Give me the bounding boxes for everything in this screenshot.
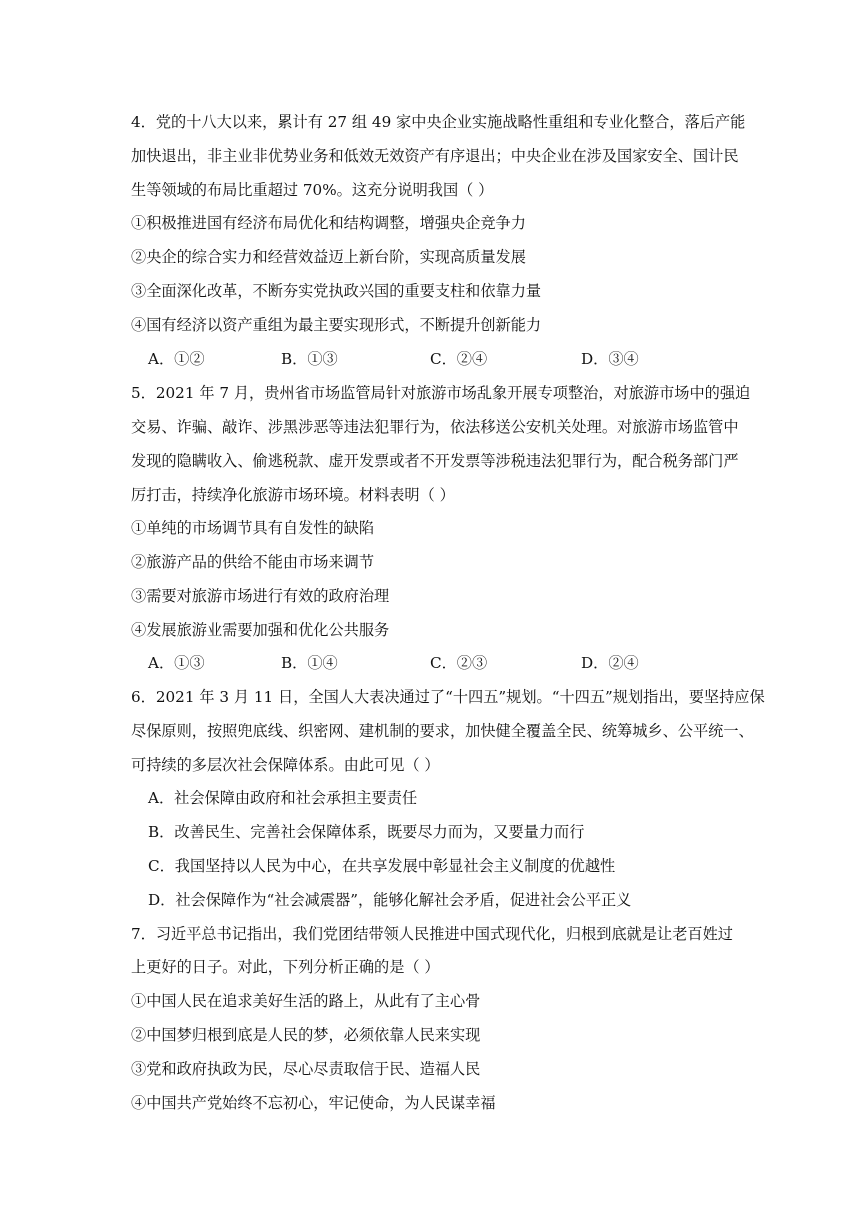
q6-stem-line-3: 可持续的多层次社会保障体系。由此可见（ ） [131,756,440,774]
q7-statement-2: ②中国梦归根到底是人民的梦，必须依靠人民来实现 [131,1026,481,1044]
q4-stem-line-3: 生等领域的布局比重超过 70%。这充分说明我国（ ） [131,181,494,199]
q4-statement-2: ②央企的综合实力和经营效益迈上新台阶，实现高质量发展 [131,248,526,266]
q6-choice-a[interactable]: A．社会保障由政府和社会承担主要责任 [148,789,418,807]
q5-stem-line-2: 交易、诈骗、敲诈、涉黑涉恶等违法犯罪行为，依法移送公安机关处理。对旅游市场监管中 [131,418,739,436]
q5-option-a[interactable]: A．①③ [148,654,205,672]
q4-option-c[interactable]: C．②④ [430,350,488,368]
q6-stem-line-1: 6．2021 年 3 月 11 日，全国人大表决通过了“十四五”规划。“十四五”规划指出，要坚持应保 [131,688,765,706]
q4-stem-line-1: 4．党的十八大以来，累计有 27 组 49 家中央企业实施战略性重组和专业化整合，落后产能 [131,113,746,131]
q5-statement-4: ④发展旅游业需要加强和优化公共服务 [131,621,390,639]
q5-statement-2: ②旅游产品的供给不能由市场来调节 [131,553,374,571]
q5-option-c[interactable]: C．②③ [430,654,488,672]
q5-stem-line-3: 发现的隐瞒收入、偷逃税款、虚开发票或者不开发票等涉税违法犯罪行为，配合税务部门严 [131,452,739,470]
q7-statement-3: ③党和政府执政为民，尽心尽责取信于民、造福人民 [131,1060,481,1078]
q6-stem-line-2: 尽保原则，按照兜底线、织密网、建机制的要求，加快健全覆盖全民、统筹城乡、公平统一、 [131,722,754,740]
q4-option-b[interactable]: B．①③ [281,350,338,368]
q6-choice-c[interactable]: C．我国坚持以人民为中心，在共享发展中彰显社会主义制度的优越性 [148,857,616,875]
q5-option-b[interactable]: B．①④ [281,654,338,672]
q5-stem-line-4: 厉打击，持续净化旅游市场环境。材料表明（ ） [131,486,455,504]
q5-statement-1: ①单纯的市场调节具有自发性的缺陷 [131,519,374,537]
q4-statement-3: ③全面深化改革，不断夯实党执政兴国的重要支柱和依靠力量 [131,282,542,300]
q4-stem-line-2: 加快退出，非主业非优势业务和低效无效资产有序退出；中央企业在涉及国家安全、国计民 [131,147,739,165]
q6-choice-b[interactable]: B．改善民生、完善社会保障体系，既要尽力而为，又要量力而行 [148,823,585,841]
q7-statement-1: ①中国人民在追求美好生活的路上，从此有了主心骨 [131,992,481,1010]
q6-choice-d[interactable]: D．社会保障作为“社会减震器”，能够化解社会矛盾，促进社会公平正义 [148,891,632,909]
q7-statement-4: ④中国共产党始终不忘初心，牢记使命，为人民谋幸福 [131,1094,496,1112]
q7-stem-line-1: 7．习近平总书记指出，我们党团结带领人民推进中国式现代化，归根到底就是让老百姓过 [131,925,733,943]
q5-option-d[interactable]: D．②④ [581,654,639,672]
q4-statement-1: ①积极推进国有经济布局优化和结构调整，增强央企竞争力 [131,214,526,232]
q4-option-a[interactable]: A．①② [148,350,205,368]
q4-statement-4: ④国有经济以资产重组为最主要实现形式，不断提升创新能力 [131,316,542,334]
q5-statement-3: ③需要对旅游市场进行有效的政府治理 [131,587,390,605]
q5-stem-line-1: 5．2021 年 7 月，贵州省市场监管局针对旅游市场乱象开展专项整治，对旅游市场中的强迫 [131,384,751,402]
q4-option-d[interactable]: D．③④ [581,350,639,368]
q7-stem-line-2: 上更好的日子。对此，下列分析正确的是（ ） [131,958,440,976]
